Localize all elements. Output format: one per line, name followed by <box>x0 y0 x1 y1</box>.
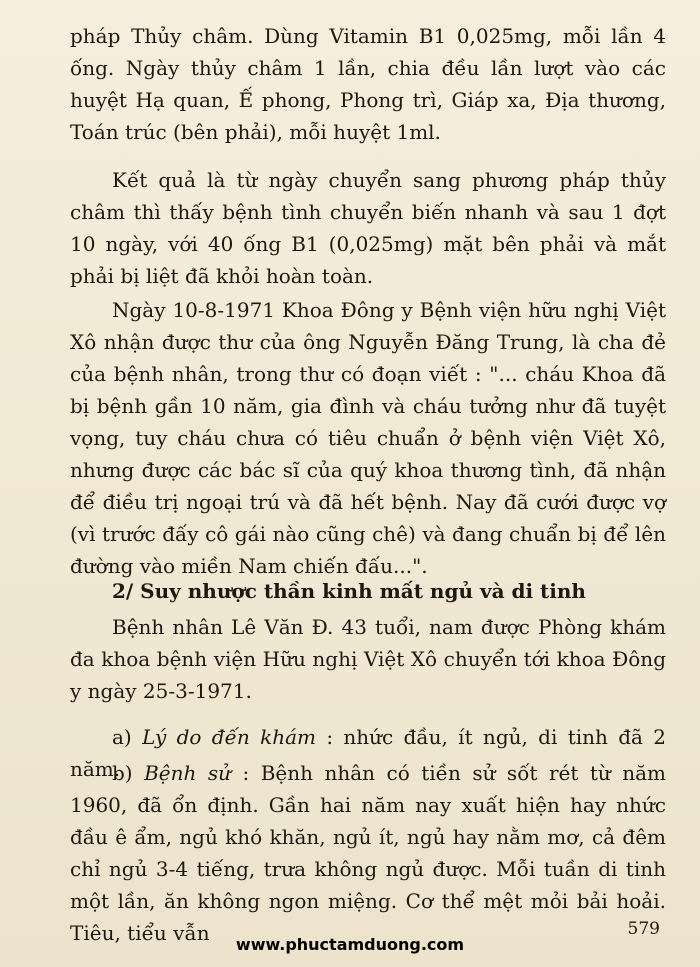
paragraph-thuy-cham <box>70 20 666 148</box>
item-a-text: : nhức đầu, ít ngủ, di tinh đã 2 năm. <box>70 725 667 781</box>
item-a-term: Lý do đến khám <box>142 725 316 749</box>
paragraph-text: Kết quả là từ ngày chuyển sang phương pháp thủy châm thì thấy bệnh tình chuyển biến nhanh và sau 1 đợt 10 ngày, với 40 ống B1 (0,025mg) mặt bên phải và mắt phải bị liệt đã khỏi hoàn toàn. <box>70 168 666 288</box>
paragraph-text: pháp Thủy châm. Dùng Vitamin B1 0,025mg, mỗi lần 4 ống. Ngày thủy châm 1 lần, chia đều lần lượt vào các huyệt Hạ quan, Ế phong, Phong trì, Giáp xa, Địa thương, Toán trúc (bên phải), mỗi huyệt 1ml. <box>70 24 666 144</box>
paragraph-ket-qua <box>70 164 666 292</box>
page-number: 579 <box>627 919 660 939</box>
section-heading: 2/ Suy nhược thần kinh mất ngủ và di tinh <box>112 579 586 603</box>
paragraph-letter <box>70 294 666 582</box>
item-b-text: : Bệnh nhân có tiền sử sốt rét từ năm 1960, đã ổn định. Gần hai năm nay xuất hiện hay nhức đầu ê ẩm, ngủ khó khăn, ngủ ít, ngủ hay nằm mơ, cả đêm chỉ ngủ 3-4 tiếng, trưa không ngủ được. Mỗi tuần di tinh một lần, ăn không ngon miệng. Cơ thể mệt mỏi bải hoải. Tiêu, tiểu vẫn <box>70 761 667 945</box>
paragraph-patient <box>70 611 666 707</box>
item-a-label: a) <box>112 725 143 749</box>
paragraph-text: Ngày 10-8-1971 Khoa Đông y Bệnh viện hữu nghị Việt Xô nhận được thư của ông Nguyễn Đăng Trung, là cha đẻ của bệnh nhân, trong thư có đoạn viết : "... cháu Khoa đã bị bệnh gần 10 năm, gia đình và cháu tưởng như đã tuyệt vọng, tuy cháu chưa có tiêu chuẩn ở bệnh viện Việt Xô, nhưng được các bác sĩ của quý khoa thương tình, đã nhận để điều trị ngoại trú và đã hết bệnh. Nay đã cưới được vợ (vì trước đấy cô gái nào cũng chê) và đang chuẩn bị để lên đường vào miền Nam chiến đấu...". <box>70 298 666 578</box>
item-b <box>70 757 666 949</box>
item-b-label: b) <box>112 761 145 785</box>
website-watermark: www.phuctamduong.com <box>235 935 465 954</box>
item-b-term: Bệnh sử <box>144 761 232 785</box>
paragraph-text: Bệnh nhân Lê Văn Đ. 43 tuổi, nam được Phòng khám đa khoa bệnh viện Hữu nghị Việt Xô chuyển tới khoa Đông y ngày 25-3-1971. <box>70 615 666 703</box>
